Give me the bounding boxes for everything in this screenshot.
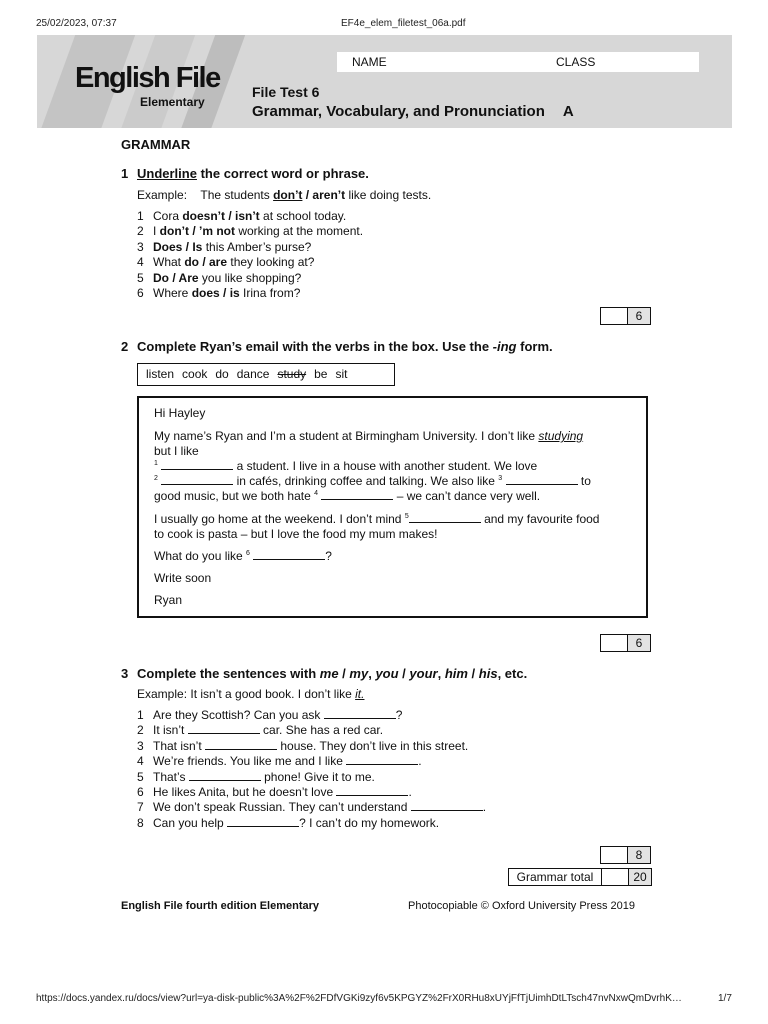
name-label: NAME (352, 55, 387, 69)
list-item: 2 It isn’t car. She has a red car. (137, 723, 384, 738)
email-box (137, 396, 648, 618)
score-input-blank[interactable] (601, 635, 628, 651)
gap[interactable] (188, 723, 260, 734)
email-greeting: Hi Hayley (154, 406, 206, 420)
score-input-blank[interactable] (602, 869, 629, 885)
gap-4[interactable] (321, 489, 393, 500)
q3-example: Example: It isn’t a good book. I don’t like it. (137, 687, 365, 701)
email-line: $^1$ a student. I live in a house with another student. We love (154, 459, 538, 473)
gap-6[interactable] (253, 549, 325, 560)
q3-list (137, 708, 486, 831)
list-item: 7 We don’t speak Russian. They can’t understand . (137, 800, 487, 815)
section-title: GRAMMAR (121, 137, 191, 152)
q2-score-box: 6 (600, 634, 651, 652)
email-line: What do you like $^6$ ? (154, 549, 332, 563)
list-item[interactable]: 2 I don’t / ’m not working at the moment. (137, 224, 364, 239)
list-item: 5 That’s phone! Give it to me. (137, 769, 375, 784)
print-filename: EF4e_elem_filetest_06a.pdf (341, 18, 466, 29)
list-item[interactable]: 6 Where does / is Irina from? (137, 285, 301, 300)
q2-instruction: 2 Complete Ryan’s email with the verbs in the box. Use the -ing form. (121, 339, 553, 354)
score-input-blank[interactable] (601, 308, 628, 324)
list-item: 8 Can you help ? I can’t do my homework. (137, 815, 440, 830)
q1-example: Example: The students don’t / aren’t like doing tests. (137, 188, 432, 202)
print-datetime: 25/02/2023, 07:37 (36, 18, 117, 29)
gap-3[interactable] (506, 474, 578, 485)
email-signature: Ryan (154, 593, 183, 607)
footer-right: Photocopiable © Oxford University Press 2019 (408, 900, 635, 912)
q3-instruction: 3 Complete the sentences with me / my, you / your, him / his, etc. (121, 666, 528, 681)
score-input-blank[interactable] (601, 847, 628, 863)
q1-instruction: 1 Underline the correct word or phrase. (121, 166, 369, 181)
gap[interactable] (205, 739, 277, 750)
grammar-total-label: Grammar total (509, 869, 602, 885)
email-line: My name’s Ryan and I’m a student at Birmingham University. I don’t like studying (154, 429, 584, 443)
list-item: 6 He likes Anita, but he doesn’t love . (137, 784, 412, 799)
footer-left: English File fourth edition Elementary (121, 900, 320, 912)
list-item: 4 We’re friends. You like me and I like . (137, 754, 422, 769)
name-class-bar (337, 52, 699, 72)
list-item[interactable]: 3 Does / Is this Amber’s purse? (137, 239, 312, 254)
gap-2[interactable] (161, 474, 233, 485)
list-item[interactable]: 5 Do / Are you like shopping? (137, 270, 302, 285)
gap[interactable] (227, 816, 299, 827)
gap-5[interactable] (409, 512, 481, 523)
gap[interactable] (336, 785, 408, 796)
q3-score-box: 8 (600, 846, 651, 864)
email-line: I usually go home at the weekend. I don’t mind $^5$ and my favourite food (154, 512, 600, 526)
email-line: $^2$ in cafés, drinking coffee and talking. We also like $^3$ to (154, 474, 591, 488)
print-page-number: 1/7 (718, 993, 732, 1004)
brand-subtitle: Elementary (140, 95, 205, 109)
grammar-total-box: Grammar total 20 (508, 868, 652, 886)
q1-score-box: 6 (600, 307, 651, 325)
test-subtitle: Grammar, Vocabulary, and Pronunciation A (252, 103, 574, 120)
gap[interactable] (189, 770, 261, 781)
print-url: https://docs.yandex.ru/docs/view?url=ya-disk-public%3A%2F%2FDfVGKi9zyf6v5KPGYZ%2FrX0RHu8xUYjFfTjUimhDtLTsch47nvNxwQmDvrhK… (36, 993, 682, 1004)
class-label: CLASS (556, 55, 596, 69)
gap[interactable] (411, 800, 483, 811)
brand-logo: English File (75, 62, 220, 94)
word-box: listen cook do dance study be sit (137, 363, 395, 386)
email-closing: Write soon (154, 571, 212, 585)
gap[interactable] (346, 754, 418, 765)
email-line: but I like (154, 444, 199, 458)
list-item[interactable]: 4 What do / are they looking at? (137, 255, 315, 270)
list-item[interactable]: 1 Cora doesn’t / isn’t at school today. (137, 209, 347, 223)
gap-1[interactable] (161, 459, 233, 470)
email-line: good music, but we both hate $^4$ – we can’t dance very well. (154, 489, 541, 503)
email-line: to cook is pasta – but I love the food my mum makes! (154, 527, 438, 541)
q1-list (137, 209, 363, 301)
gap[interactable] (324, 708, 396, 719)
list-item: 1 Are they Scottish? Can you ask ? (137, 708, 403, 722)
list-item: 3 That isn’t house. They don’t live in this street. (137, 738, 469, 753)
test-title: File Test 6 (252, 84, 320, 100)
